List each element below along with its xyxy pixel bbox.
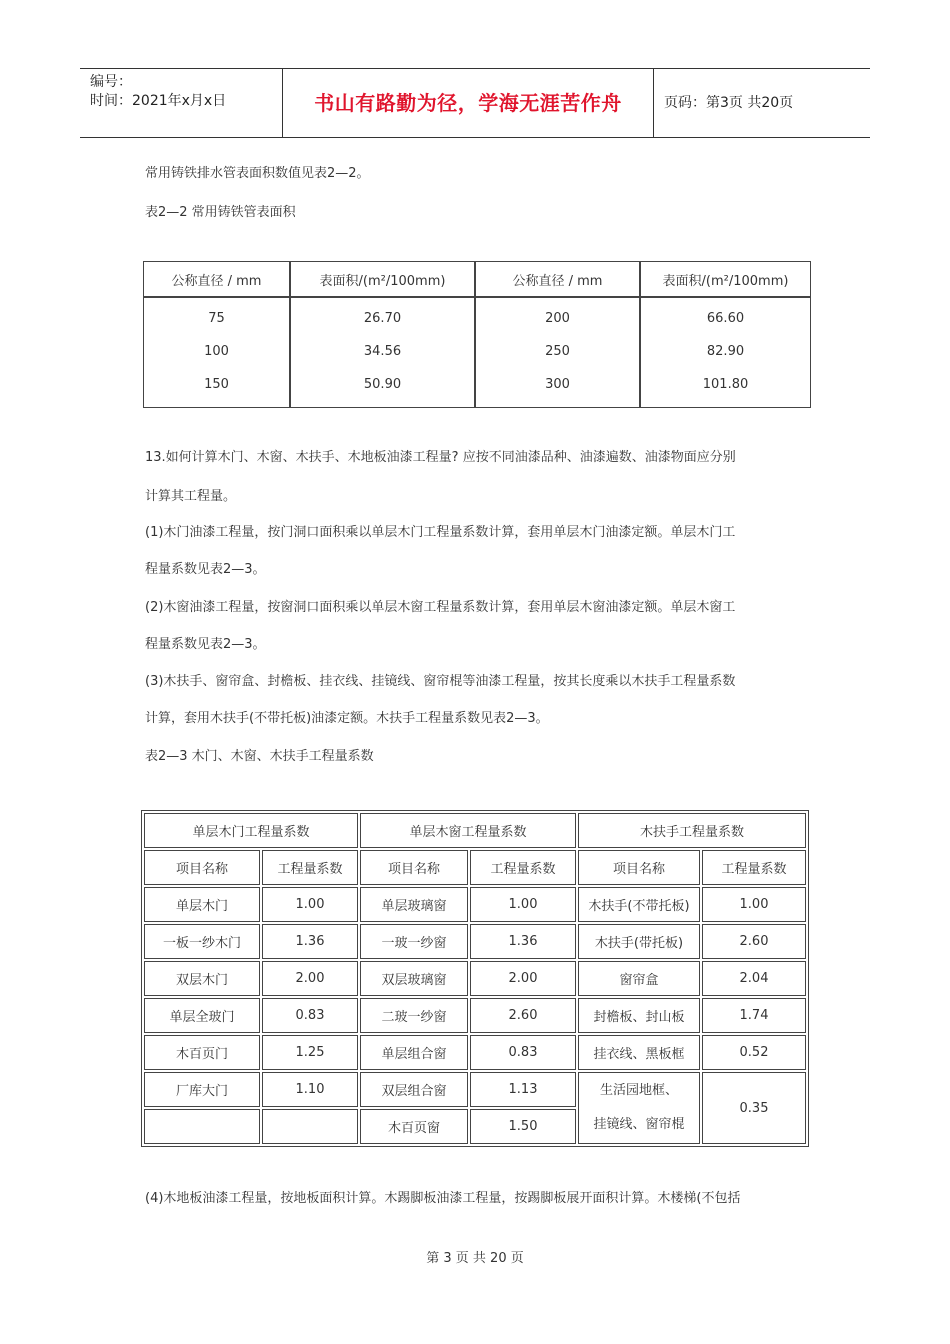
table-cell: 木扶手(带托板) <box>578 924 700 959</box>
page-footer: 第 3 页 共 20 页 <box>426 1251 524 1266</box>
paragraph-line: (3)木扶手、窗帘盒、封檐板、挂衣线、挂镜线、窗帘棍等油漆工程量，按其长度乘以木扶手工程量系数 <box>145 674 736 689</box>
table-cell: 挂衣线、黑板框 <box>578 1035 700 1070</box>
header-page-label: 页码：第3页 共20页 <box>664 95 794 111</box>
table-cell: 窗帘盒 <box>578 961 700 996</box>
header-motto: 书山有路勤为径，学海无涯苦作舟 <box>314 91 622 115</box>
table-cell: 单层全玻门 <box>144 998 260 1033</box>
table-cell: 1.00 <box>262 887 358 922</box>
table-header-cell: 项目名称 <box>360 850 468 885</box>
table-header-cell: 公称直径 / mm <box>144 262 291 298</box>
table-cell: 封檐板、封山板 <box>578 998 700 1033</box>
table-group-cell: 木扶手工程量系数 <box>578 813 806 848</box>
table-header-row <box>144 262 810 298</box>
table-cell: 木百页窗 <box>360 1109 468 1144</box>
table-cell: 1.00 <box>470 887 576 922</box>
table-cell: 75 <box>144 298 291 335</box>
merged-name-line: 挂镜线、窗帘棍 <box>593 1117 685 1132</box>
table-cell: 单层玻璃窗 <box>360 887 468 922</box>
table-cell: 1.25 <box>262 1035 358 1070</box>
header-divider <box>653 69 654 137</box>
table-cell: 82.90 <box>706 344 745 359</box>
table-cell: 二玻一纱窗 <box>360 998 468 1033</box>
table-cell: 木百页门 <box>144 1035 260 1070</box>
table-cell: 2.60 <box>702 924 806 959</box>
table-header-cell: 工程量系数 <box>262 850 358 885</box>
table-row <box>144 1072 806 1107</box>
time-label: 时间：2021年x月x日 <box>90 93 227 109</box>
table-cell: 一板一纱木门 <box>144 924 260 959</box>
closing-paragraph: (4)木地板油漆工程量，按地板面积计算。木踢脚板油漆工程量，按踢脚板展开面积计算。木楼梯(不包括 <box>145 1191 741 1206</box>
table-cell: 2.00 <box>262 961 358 996</box>
table-cell: 单层组合窗 <box>360 1035 468 1070</box>
table-cell: 200 <box>476 298 641 335</box>
table-header-cell: 表面积/(m²/100mm) <box>291 262 476 298</box>
paragraph-line: 计算，套用木扶手(不带托板)油漆定额。木扶手工程量系数见表2—3。 <box>145 711 549 726</box>
table-cell: 1.74 <box>702 998 806 1033</box>
table-cell: 1.36 <box>470 924 576 959</box>
table-merged-cell <box>578 1072 700 1144</box>
paragraph-line: 程量系数见表2—3。 <box>145 562 266 577</box>
table-cell: 1.13 <box>470 1072 576 1107</box>
table-cell: 66.60 <box>706 311 745 326</box>
table-cell: 2.00 <box>470 961 576 996</box>
table-pipe-surface-area <box>143 261 811 408</box>
table-cell: 0.83 <box>262 998 358 1033</box>
table-cell: 双层组合窗 <box>360 1072 468 1107</box>
table-cell: 150 <box>144 368 291 407</box>
code-label: 编号： <box>90 74 132 90</box>
table-row <box>144 961 806 996</box>
paragraph-line: 计算其工程量。 <box>145 489 237 504</box>
table-cell: 101.80 <box>702 377 749 392</box>
table-cell: 100 <box>144 335 291 368</box>
table-merged-cell: 0.35 <box>702 1072 806 1144</box>
table-cell: 1.10 <box>262 1072 358 1107</box>
table-cell: 木扶手(不带托板) <box>578 887 700 922</box>
table-group-cell: 单层木门工程量系数 <box>144 813 358 848</box>
table-cell: 34.56 <box>291 335 476 368</box>
table-cell: 300 <box>476 368 641 407</box>
table-header-cell: 表面积/(m²/100mm) <box>641 262 810 298</box>
table-group-cell: 单层木窗工程量系数 <box>360 813 576 848</box>
table-cell: 1.50 <box>470 1109 576 1144</box>
table2-title: 表2—3 木门、木窗、木扶手工程量系数 <box>145 749 374 764</box>
table-cell: 250 <box>476 335 641 368</box>
merged-name-line: 生活园地框、 <box>599 1083 678 1098</box>
table-cell: 厂库大门 <box>144 1072 260 1107</box>
table-header-row <box>144 850 806 885</box>
intro-line: 常用铸铁排水管表面积数值见表2—2。 <box>145 166 370 181</box>
table-cell: 一玻一纱窗 <box>360 924 468 959</box>
table-cell: 0.83 <box>470 1035 576 1070</box>
table-cell <box>262 1109 358 1144</box>
table-cell: 26.70 <box>291 298 476 335</box>
table-group-row <box>144 813 806 848</box>
table-cell: 1.36 <box>262 924 358 959</box>
table-cell <box>144 1109 260 1144</box>
table-cell: 2.60 <box>470 998 576 1033</box>
table-cell: 双层玻璃窗 <box>360 961 468 996</box>
table-cell: 2.04 <box>702 961 806 996</box>
table-cell: 50.90 <box>291 368 476 407</box>
table-header-cell: 工程量系数 <box>470 850 576 885</box>
table-cell: 单层木门 <box>144 887 260 922</box>
paragraph-line: (2)木窗油漆工程量，按窗洞口面积乘以单层木窗工程量系数计算，套用单层木窗油漆定额。单层木窗工 <box>145 600 736 615</box>
table-header-cell: 工程量系数 <box>702 850 806 885</box>
table-row <box>144 335 810 368</box>
table-row <box>144 368 810 407</box>
table1-title: 表2—2 常用铸铁管表面积 <box>145 205 296 220</box>
table-cell: 1.00 <box>702 887 806 922</box>
table-cell: 双层木门 <box>144 961 260 996</box>
page-header <box>80 68 870 138</box>
table-row <box>144 298 810 335</box>
paragraph-line: (1)木门油漆工程量，按门洞口面积乘以单层木门工程量系数计算，套用单层木门油漆定额。单层木门工 <box>145 525 736 540</box>
paragraph-line: 13.如何计算木门、木窗、木扶手、木地板油漆工程量? 应按不同油漆品种、油漆遍数、油漆物面应分别 <box>145 450 736 465</box>
table-header-cell: 公称直径 / mm <box>476 262 641 298</box>
table-paint-coefficients <box>141 810 809 1147</box>
table-cell: 0.52 <box>702 1035 806 1070</box>
table-row <box>144 887 806 922</box>
header-meta <box>90 69 280 141</box>
table-header-cell: 项目名称 <box>578 850 700 885</box>
table-row <box>144 1035 806 1070</box>
table-row <box>144 998 806 1033</box>
table-row <box>144 924 806 959</box>
table-header-cell: 项目名称 <box>144 850 260 885</box>
paragraph-line: 程量系数见表2—3。 <box>145 637 266 652</box>
